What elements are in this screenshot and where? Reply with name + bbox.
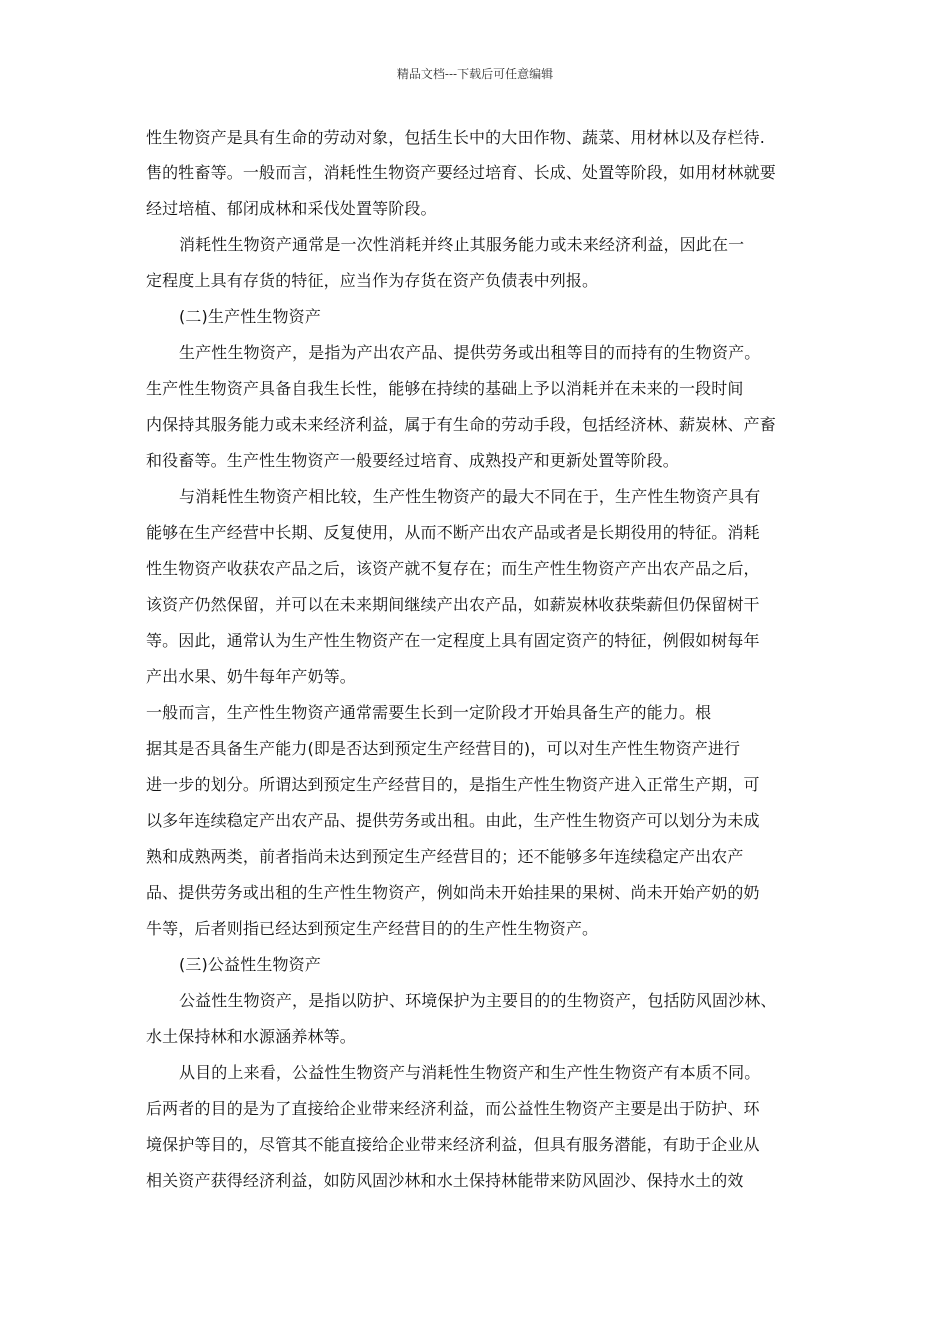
text-line: 牛等，后者则指已经达到预定生产经营目的的生产性生物资产。 xyxy=(146,919,599,938)
text-line: 相关资产获得经济利益，如防风固沙林和水土保持林能带来防风固沙、保持水土的效 xyxy=(146,1171,744,1190)
text-line: 境保护等目的，尽管其不能直接给企业带来经济利益，但具有服务潜能，有助于企业从 xyxy=(146,1135,760,1154)
text-line: 和役畜等。生产性生物资产一般要经过培育、成熟投产和更新处置等阶段。 xyxy=(146,451,679,470)
text-line: 性生物资产是具有生命的劳动对象，包括生长中的大田作物、蔬菜、用材林以及存栏待. xyxy=(146,128,765,147)
text-line: 生产性生物资产具备自我生长性，能够在持续的基础上予以消耗并在未来的一段时间 xyxy=(146,379,744,398)
text-line: 等。因此，通常认为生产性生物资产在一定程度上具有固定资产的特征，例假如树每年 xyxy=(146,631,760,650)
section-heading: (三)公益性生物资产 xyxy=(179,955,321,974)
page-header: 精品文档---下载后可任意编辑 xyxy=(396,67,554,81)
text-line: 据其是否具备生产能力(即是否达到预定生产经营目的)，可以对生产性生物资产进行 xyxy=(146,739,741,758)
text-line: 定程度上具有存货的特征，应当作为存货在资产负债表中列报。 xyxy=(146,271,599,290)
text-line: 进一步的划分。所谓达到预定生产经营目的，是指生产性生物资产进入正常生产期，可 xyxy=(146,775,760,794)
text-line: 公益性生物资产，是指以防护、环境保护为主要目的的生物资产，包括防风固沙林、 xyxy=(179,991,777,1010)
text-line: 能够在生产经营中长期、反复使用，从而不断产出农产品或者是长期役用的特征。消耗 xyxy=(146,523,760,542)
text-line: 该资产仍然保留，并可以在未来期间继续产出农产品，如薪炭林收获柴薪但仍保留树干 xyxy=(146,595,760,614)
text-line: 生产性生物资产，是指为产出农产品、提供劳务或出租等目的而持有的生物资产。 xyxy=(179,343,761,362)
text-line: 产出水果、奶牛每年产奶等。 xyxy=(146,667,356,686)
text-line: 从目的上来看，公益性生物资产与消耗性生物资产和生产性生物资产有本质不同。 xyxy=(179,1063,761,1082)
section-heading: (二)生产性生物资产 xyxy=(179,307,321,326)
text-line: 性生物资产收获农产品之后，该资产就不复存在；而生产性生物资产产出农产品之后， xyxy=(146,559,760,578)
text-line: 与消耗性生物资产相比较，生产性生物资产的最大不同在于，生产性生物资产具有 xyxy=(179,487,761,506)
text-line: 以多年连续稳定产出农产品、提供劳务或出租。由此，生产性生物资产可以划分为未成 xyxy=(146,811,760,830)
text-line: 熟和成熟两类，前者指尚未达到预定生产经营目的；还不能够多年连续稳定产出农产 xyxy=(146,847,744,866)
text-line: 后两者的目的是为了直接给企业带来经济利益，而公益性生物资产主要是出于防护、环 xyxy=(146,1099,760,1118)
text-line: 一般而言，生产性生物资产通常需要生长到一定阶段才开始具备生产的能力。根 xyxy=(146,703,712,722)
text-line: 售的牲畜等。一般而言，消耗性生物资产要经过培育、长成、处置等阶段，如用材林就要 xyxy=(146,163,776,182)
text-line: 品、提供劳务或出租的生产性生物资产，例如尚未开始挂果的果树、尚未开始产奶的奶 xyxy=(146,883,760,902)
text-line: 消耗性生物资产通常是一次性消耗并终止其服务能力或未来经济利益，因此在一 xyxy=(179,235,745,254)
text-line: 经过培植、郁闭成林和采伐处置等阶段。 xyxy=(146,199,437,218)
text-line: 内保持其服务能力或未来经济利益，属于有生命的劳动手段，包括经济林、薪炭林、产畜 xyxy=(146,415,776,434)
text-line: 水土保持林和水源涵养林等。 xyxy=(146,1027,356,1046)
